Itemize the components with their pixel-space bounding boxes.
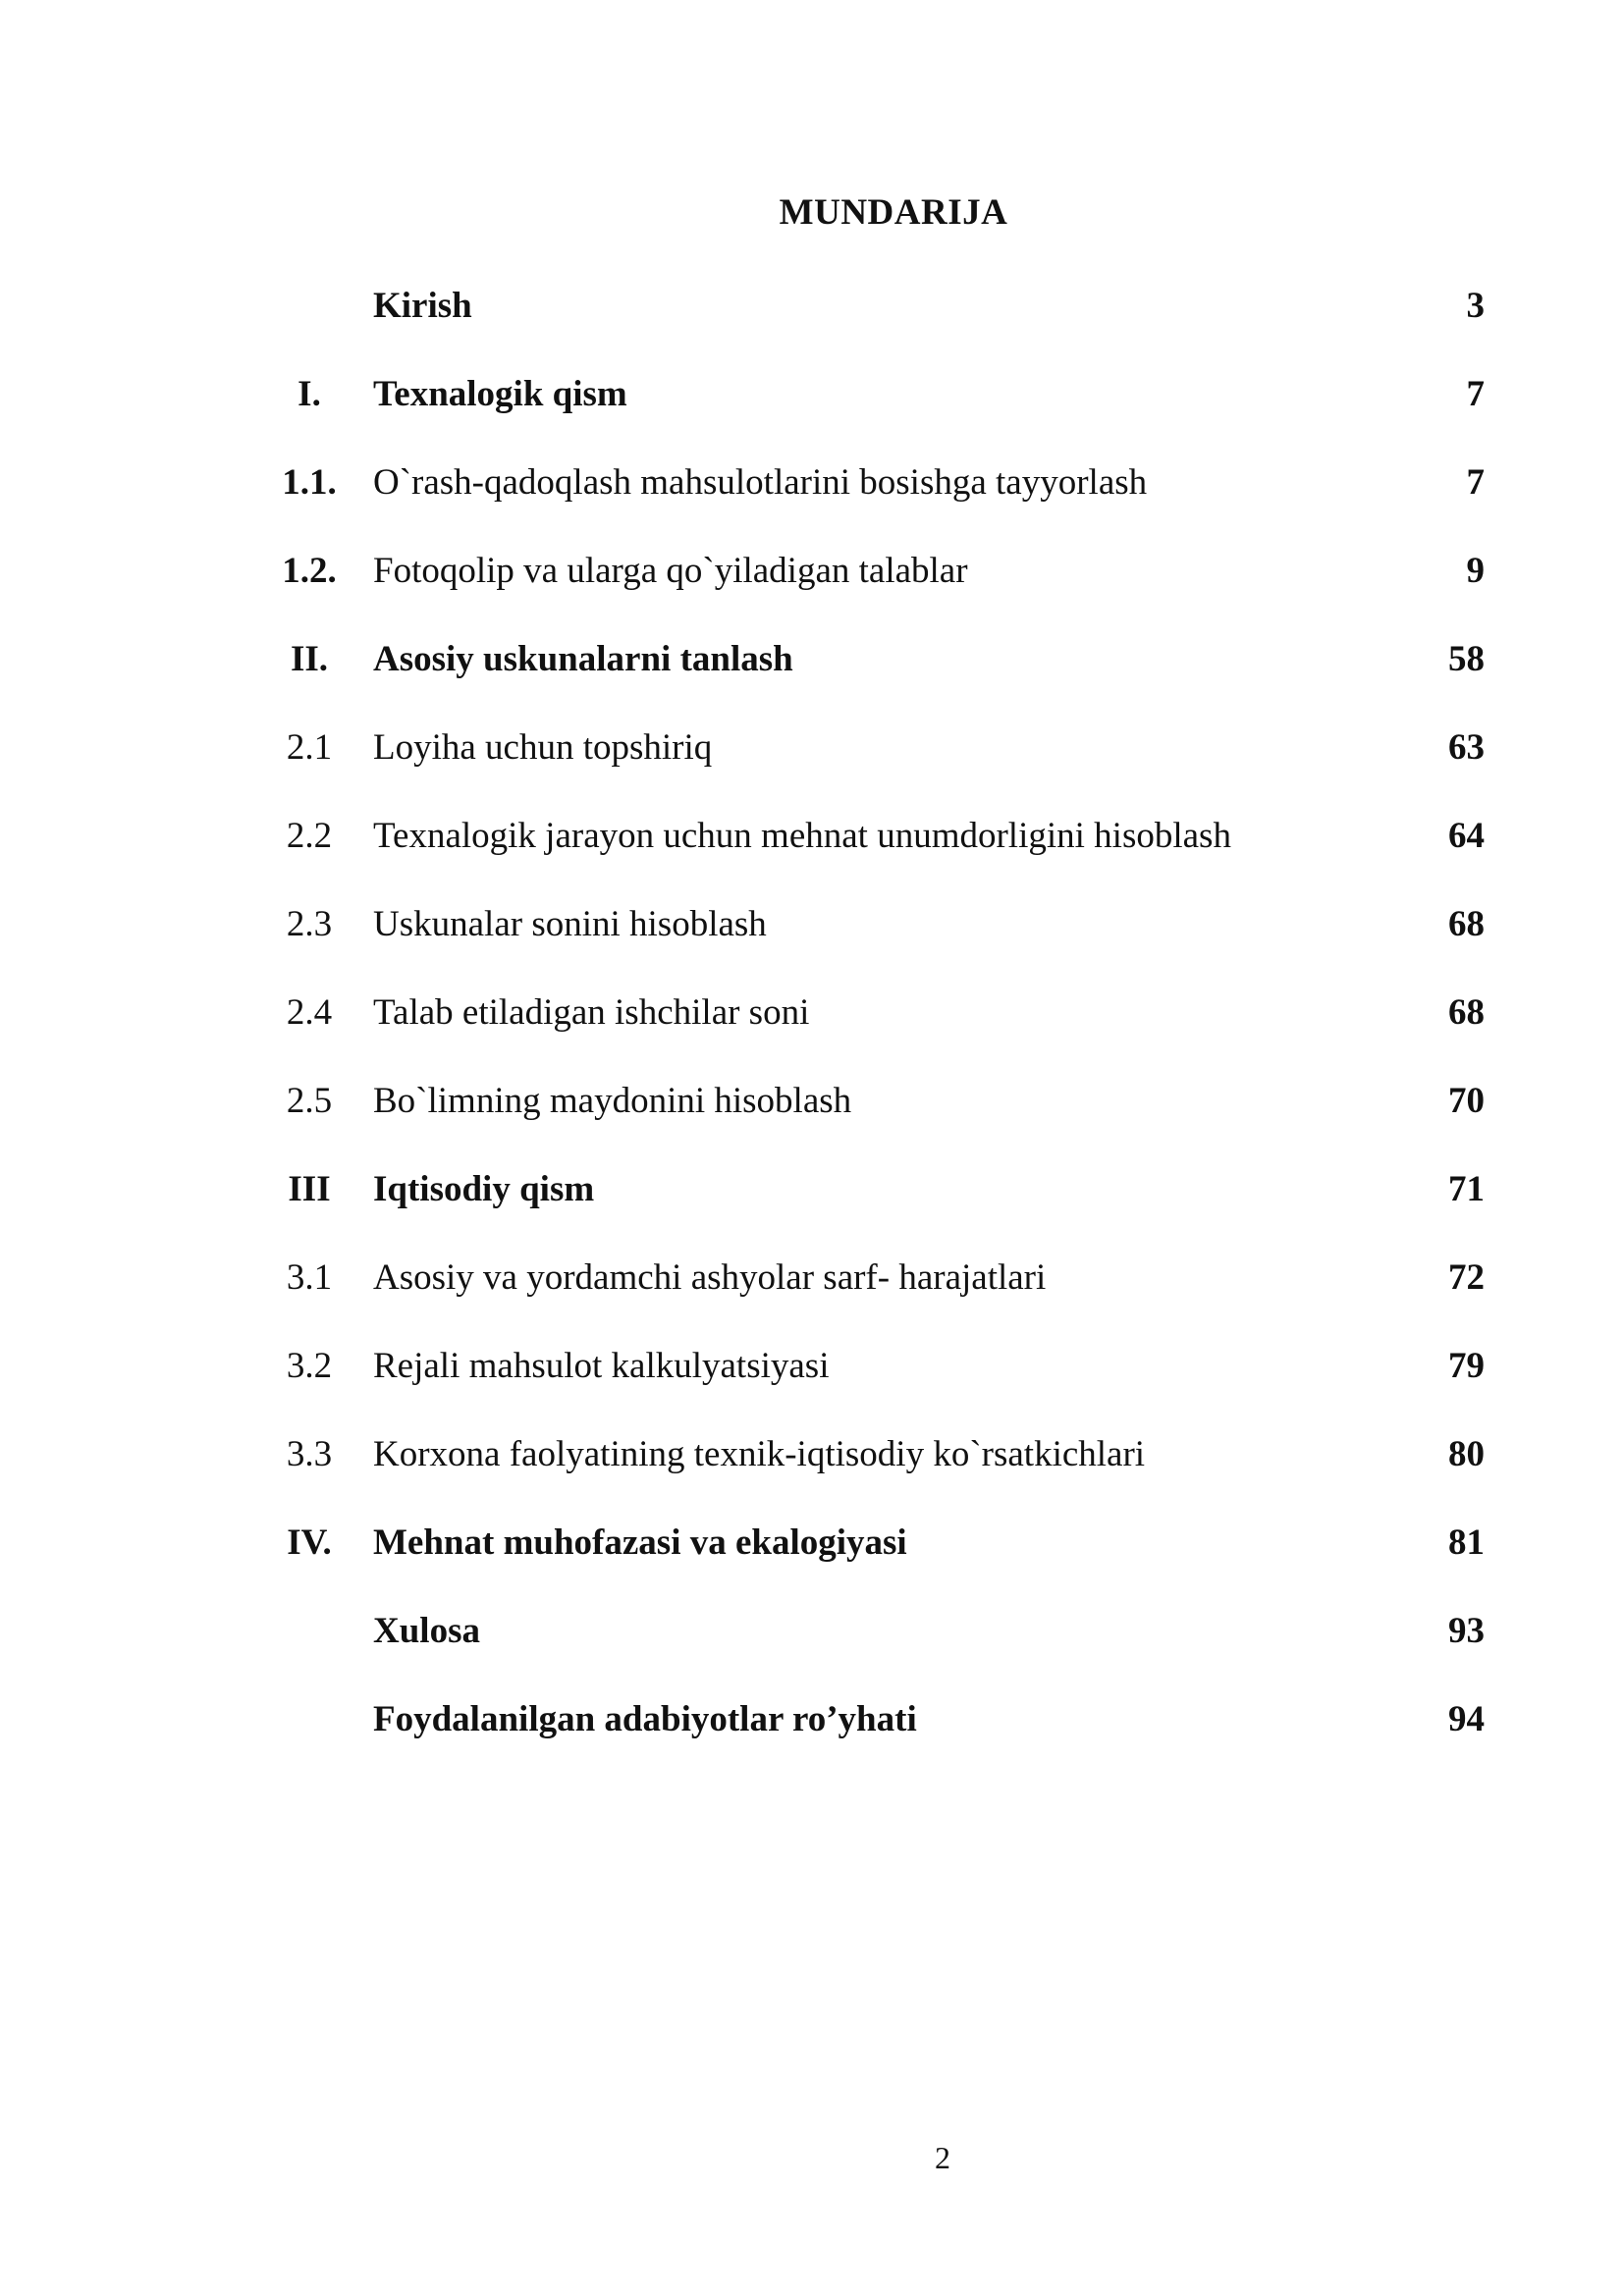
toc-entry-page: 93 bbox=[1448, 1611, 1485, 1651]
toc-entry-number: 1.2. bbox=[282, 551, 337, 591]
toc-entry-label: Uskunalar sonini hisoblash bbox=[373, 904, 767, 944]
toc-entry-page: 79 bbox=[1448, 1346, 1485, 1386]
toc-entry bbox=[0, 1335, 1624, 1423]
toc-entry bbox=[0, 1512, 1624, 1600]
toc-entry bbox=[0, 540, 1624, 628]
toc-entry-number: II. bbox=[290, 639, 329, 679]
toc-entry-number: 1.1. bbox=[282, 462, 337, 503]
toc-entry bbox=[0, 717, 1624, 805]
toc-entry-number: 2.1 bbox=[286, 727, 333, 768]
toc-entry-label: Asosiy va yordamchi ashyolar sarf- harajatlari bbox=[373, 1257, 1047, 1298]
toc-entry-number: 2.2 bbox=[286, 816, 333, 856]
toc-entry-number: 2.4 bbox=[286, 992, 333, 1033]
page-number: 2 bbox=[935, 2140, 950, 2175]
toc-entry-label: Asosiy uskunalarni tanlash bbox=[373, 639, 793, 679]
toc-entry-number: I. bbox=[298, 374, 321, 414]
toc-entry-page: 58 bbox=[1448, 639, 1485, 679]
toc-entry bbox=[0, 1688, 1624, 1777]
toc-entry-page: 72 bbox=[1448, 1257, 1485, 1298]
toc-entry bbox=[0, 893, 1624, 982]
toc-entry-page: 94 bbox=[1448, 1699, 1485, 1739]
toc-entry bbox=[0, 1423, 1624, 1512]
toc-entry-label: Texnalogik jarayon uchun mehnat unumdorligini hisoblash bbox=[373, 816, 1231, 856]
toc-entry-page: 7 bbox=[1466, 462, 1485, 503]
toc-entry-number: 3.3 bbox=[286, 1434, 333, 1474]
toc-entry-page: 68 bbox=[1448, 992, 1485, 1033]
toc-entry-page: 9 bbox=[1466, 551, 1485, 591]
toc-entry bbox=[0, 1600, 1624, 1688]
toc-entry-label: Kirish bbox=[373, 286, 472, 326]
toc-entry-page: 7 bbox=[1466, 374, 1485, 414]
toc-entry bbox=[0, 363, 1624, 452]
toc-entry-number: IV. bbox=[287, 1522, 332, 1563]
toc-entry-label: Texnalogik qism bbox=[373, 374, 627, 414]
toc-entry-label: Mehnat muhofazasi va ekalogiyasi bbox=[373, 1522, 907, 1563]
toc-entry-page: 68 bbox=[1448, 904, 1485, 944]
toc-entry-label: Rejali mahsulot kalkulyatsiyasi bbox=[373, 1346, 830, 1386]
toc-entry bbox=[0, 982, 1624, 1070]
page-title: MUNDARIJA bbox=[779, 192, 1008, 233]
table-of-contents bbox=[0, 275, 1624, 1777]
toc-entry-label: Korxona faolyatining texnik-iqtisodiy ko`rsatkichlari bbox=[373, 1434, 1146, 1474]
toc-entry-page: 70 bbox=[1448, 1081, 1485, 1121]
toc-entry-label: Talab etiladigan ishchilar soni bbox=[373, 992, 810, 1033]
toc-entry bbox=[0, 275, 1624, 363]
toc-entry bbox=[0, 452, 1624, 540]
toc-entry bbox=[0, 805, 1624, 893]
toc-entry-page: 3 bbox=[1466, 286, 1485, 326]
toc-entry-number: 2.5 bbox=[286, 1081, 333, 1121]
toc-entry-page: 63 bbox=[1448, 727, 1485, 768]
toc-entry-label: Bo`limning maydonini hisoblash bbox=[373, 1081, 852, 1121]
toc-entry-number: III bbox=[288, 1169, 331, 1209]
toc-entry-page: 64 bbox=[1448, 816, 1485, 856]
toc-entry-number: 2.3 bbox=[286, 904, 333, 944]
toc-entry-page: 81 bbox=[1448, 1522, 1485, 1563]
toc-entry-label: Foydalanilgan adabiyotlar ro’yhati bbox=[373, 1699, 917, 1739]
toc-entry bbox=[0, 628, 1624, 717]
toc-entry bbox=[0, 1247, 1624, 1335]
toc-entry-page: 80 bbox=[1448, 1434, 1485, 1474]
toc-entry-label: Loyiha uchun topshiriq bbox=[373, 727, 713, 768]
toc-entry bbox=[0, 1158, 1624, 1247]
toc-entry-label: Iqtisodiy qism bbox=[373, 1169, 595, 1209]
toc-entry-page: 71 bbox=[1448, 1169, 1485, 1209]
toc-entry-number: 3.1 bbox=[286, 1257, 333, 1298]
toc-entry-number: 3.2 bbox=[286, 1346, 333, 1386]
toc-entry-label: Xulosa bbox=[373, 1611, 480, 1651]
toc-entry-label: Fotoqolip va ularga qo`yiladigan talablar bbox=[373, 551, 968, 591]
toc-entry bbox=[0, 1070, 1624, 1158]
toc-entry-label: O`rash-qadoqlash mahsulotlarini bosishga tayyorlash bbox=[373, 462, 1148, 503]
